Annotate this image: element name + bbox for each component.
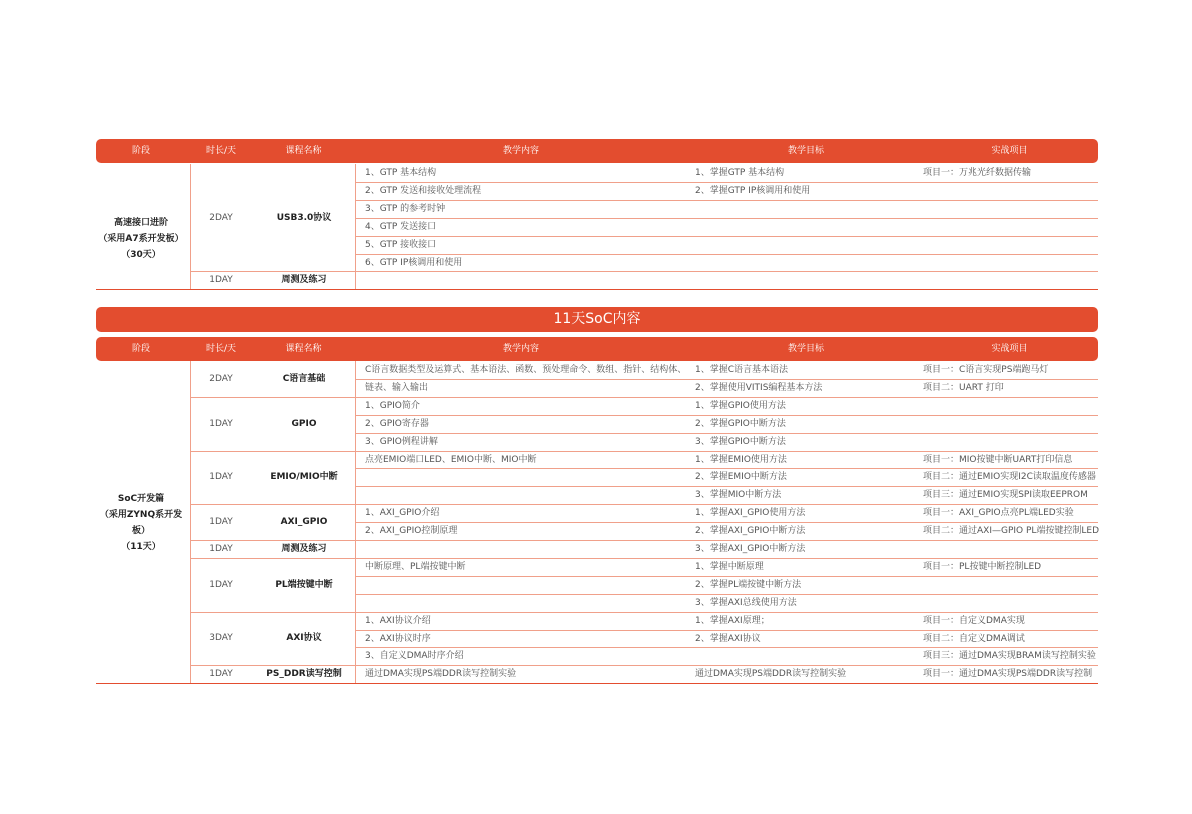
row-divider [355, 451, 1098, 452]
table-cell-goal: 2、掌握AXI_GPIO中断方法 [695, 526, 806, 537]
row-divider [355, 522, 1098, 523]
header-goal: 教学目标 [787, 344, 824, 354]
column-divider [190, 164, 191, 289]
table-cell-goal: 通过DMA实现PS端DDR读写控制实验 [695, 669, 847, 680]
table-cell-goal: 1、掌握AXI原理； [695, 615, 770, 626]
table-cell-content: 2、AXI协议时序 [365, 633, 431, 644]
course-cell: 周测及练习 [281, 543, 327, 554]
table2-header [96, 337, 1098, 361]
course-cell: C语言基础 [282, 373, 326, 384]
table-cell-content: 1、GPIO简介 [365, 400, 420, 411]
table-cell-content: 中断原理、PL端按键中断 [365, 561, 466, 572]
table-cell-goal: 3、掌握GPIO中断方法 [695, 436, 786, 447]
table-cell-content: 2、GPIO寄存器 [365, 418, 429, 429]
table-cell-goal: 1、掌握中断原理 [695, 561, 764, 572]
table-cell-content: 6、GTP IP核调用和使用 [365, 257, 463, 268]
course-cell: PL端按键中断 [275, 579, 333, 590]
table-cell-content: 点亮EMIO端口LED、EMIO中断、MIO中断 [365, 454, 537, 465]
duration-cell: 1DAY [209, 543, 233, 554]
table-cell-goal: 1、掌握GTP 基本结构 [695, 168, 785, 178]
table-cell-project: 项目二：自定义DMA调试 [923, 633, 1025, 644]
row-divider [355, 200, 1098, 201]
row-divider [355, 236, 1098, 237]
course-cell: PS_DDR读写控制 [266, 669, 342, 680]
table-cell-goal: 3、掌握AXI_GPIO中断方法 [695, 544, 806, 554]
header-course: 课程名称 [285, 344, 322, 354]
header-stage: 阶段 [131, 146, 150, 156]
header-project: 实战项目 [991, 344, 1028, 354]
group-divider [191, 504, 355, 505]
row-divider [355, 379, 1098, 380]
header-goal: 教学目标 [787, 146, 824, 156]
table-cell-goal: 1、掌握GPIO使用方法 [695, 400, 786, 411]
table-cell-project: 项目三：通过DMA实现BRAM读写控制实验 [923, 651, 1096, 662]
table-cell-content: 3、GTP 的参考时钟 [365, 203, 446, 214]
row-divider [355, 486, 1098, 487]
table-cell-content: 4、GTP 发送接口 [365, 221, 437, 232]
duration-cell: 1DAY [209, 579, 233, 590]
table-cell-content: 1、AXI_GPIO介绍 [365, 508, 440, 519]
row-divider [355, 540, 1098, 541]
table-cell-content: 1、AXI协议介绍 [365, 615, 431, 626]
section-title: 11天SoC内容 [96, 307, 1098, 332]
group-divider [191, 558, 355, 559]
table-cell-goal: 1、掌握EMIO使用方法 [695, 454, 787, 465]
group-divider [191, 540, 355, 541]
duration-cell: 2DAY [209, 373, 233, 384]
stage-line: （30天） [121, 250, 161, 260]
stage-line: 高速接口进阶 [113, 218, 168, 228]
course-cell: AXI_GPIO [280, 517, 328, 528]
table-cell-project: 项目二：通过EMIO实现I2C读取温度传感器 [923, 472, 1096, 483]
table-cell-content: C语言数据类型及运算式、基本语法、函数、预处理命令、数组、指针、结构体、 [365, 365, 687, 375]
table-cell-project: 项目一：自定义DMA实现 [923, 615, 1025, 626]
header-course: 课程名称 [285, 146, 322, 156]
duration-cell: 1DAY [209, 418, 233, 429]
duration-cell: 2DAY [209, 212, 233, 223]
table-cell-project: 项目二：通过AXI—GPIO PL端按键控制LED [923, 526, 1100, 537]
table-cell-project: 项目一：万兆光纤数据传输 [923, 168, 1032, 178]
table-cell-content: 3、GPIO例程讲解 [365, 436, 438, 447]
header-stage: 阶段 [131, 344, 150, 354]
duration-cell: 1DAY [209, 472, 233, 483]
table-cell-goal: 1、掌握AXI_GPIO使用方法 [695, 508, 806, 519]
table-cell-goal: 1、掌握C语言基本语法 [695, 365, 789, 375]
table-cell-project: 项目一：PL按键中断控制LED [923, 561, 1042, 572]
table2-stage [96, 491, 186, 555]
row-divider [355, 415, 1098, 416]
row-divider [355, 397, 1098, 398]
stage-line: （11天） [121, 542, 161, 552]
row-divider [355, 576, 1098, 577]
course-cell: EMIO/MIO中断 [270, 472, 338, 483]
column-divider [355, 164, 356, 289]
table-cell-content: 1、GTP 基本结构 [365, 168, 437, 178]
group-divider [191, 612, 355, 613]
duration-cell: 1DAY [209, 669, 233, 680]
header-duration: 时长/天 [205, 344, 237, 354]
course-cell: GPIO [291, 418, 317, 429]
table-cell-project: 项目一：C语言实现PS端跑马灯 [923, 365, 1049, 375]
table-cell-goal: 2、掌握GTP IP核调用和使用 [695, 185, 811, 196]
table-cell-goal: 2、掌握EMIO中断方法 [695, 472, 787, 483]
group-divider [191, 271, 355, 272]
header-content: 教学内容 [502, 146, 539, 156]
table-cell-project: 项目一：通过DMA实现PS端DDR读写控制 [923, 669, 1093, 680]
row-divider [355, 612, 1098, 613]
row-divider [355, 558, 1098, 559]
table-bottom-line [96, 683, 1098, 684]
table-cell-goal: 2、掌握使用VITIS编程基本方法 [695, 382, 823, 393]
row-divider [355, 647, 1098, 648]
table-cell-content: 链表、输入输出 [365, 382, 429, 393]
table1-stage [96, 215, 186, 263]
header-content: 教学内容 [502, 344, 539, 354]
row-divider [355, 594, 1098, 595]
table-cell-content: 3、自定义DMA时序介绍 [365, 651, 464, 662]
row-divider [355, 254, 1098, 255]
table-cell-project: 项目二：UART 打印 [923, 382, 1004, 393]
table-cell-goal: 2、掌握PL端按键中断方法 [695, 579, 802, 590]
table-cell-content: 2、AXI_GPIO控制原理 [365, 526, 458, 537]
table-cell-content: 5、GTP 接收接口 [365, 239, 437, 250]
row-divider [355, 630, 1098, 631]
stage-line: SoC开发篇 [117, 494, 165, 504]
column-divider [190, 361, 191, 683]
table-cell-content: 2、GTP 发送和接收处理流程 [365, 185, 482, 196]
group-divider [191, 665, 355, 666]
row-divider [355, 433, 1098, 434]
duration-cell: 1DAY [209, 517, 233, 528]
table-cell-goal: 3、掌握MIO中断方法 [695, 490, 782, 501]
row-divider [355, 182, 1098, 183]
group-divider [191, 397, 355, 398]
stage-line: （采用A7系开发板） [98, 234, 184, 244]
course-cell: USB3.0协议 [276, 212, 332, 223]
duration-cell: 1DAY [209, 275, 233, 286]
table-cell-project: 项目一：AXI_GPIO点亮PL端LED实验 [923, 508, 1074, 519]
row-divider [355, 218, 1098, 219]
row-divider [355, 271, 1098, 272]
table-cell-content: 通过DMA实现PS端DDR读写控制实验 [365, 669, 517, 680]
row-divider [355, 665, 1098, 666]
table-cell-goal: 3、掌握AXI总线使用方法 [695, 597, 797, 608]
header-duration: 时长/天 [205, 146, 237, 156]
table-cell-goal: 2、掌握AXI协议 [695, 633, 761, 644]
group-divider [191, 451, 355, 452]
duration-cell: 3DAY [209, 633, 233, 644]
course-cell: AXI协议 [286, 633, 322, 644]
header-project: 实战项目 [991, 146, 1028, 156]
table-cell-project: 项目三：通过EMIO实现SPI读取EEPROM [923, 490, 1088, 501]
column-divider [355, 361, 356, 683]
stage-line: （采用ZYNQ系开发板） [99, 510, 183, 536]
table1-header [96, 139, 1098, 163]
course-cell: 周测及练习 [281, 275, 327, 286]
table-cell-goal: 2、掌握GPIO中断方法 [695, 418, 786, 429]
table-cell-project: 项目一：MIO按键中断UART打印信息 [923, 454, 1073, 465]
row-divider [355, 468, 1098, 469]
table-bottom-line [96, 289, 1098, 290]
row-divider [355, 504, 1098, 505]
